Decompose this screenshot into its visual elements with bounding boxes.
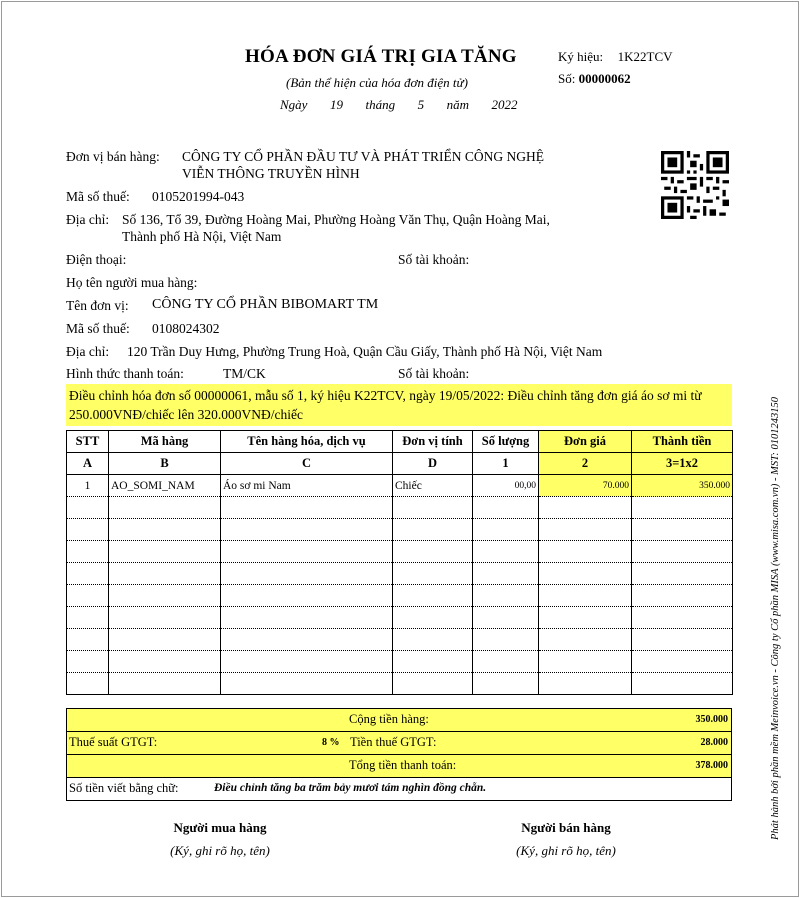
buyer-signature bbox=[150, 820, 290, 836]
index-b: B bbox=[109, 453, 221, 475]
date-month-label: tháng bbox=[365, 97, 396, 112]
buyer-tax-label: Mã số thuế: bbox=[66, 321, 130, 336]
col-header-price: Đơn giá bbox=[539, 431, 632, 453]
date-year-label: năm bbox=[446, 97, 469, 112]
index-1: 1 bbox=[473, 453, 539, 475]
cell-unit: Chiếc bbox=[393, 475, 473, 497]
table-header-row bbox=[67, 431, 733, 453]
number-value: 00000062 bbox=[578, 71, 631, 86]
cell-qty: 00,00 bbox=[473, 475, 539, 497]
cell-price: 70.000 bbox=[539, 475, 632, 497]
seller-tax-code: 0105201994-043 bbox=[152, 189, 245, 204]
buyer-address: 120 Trần Duy Hưng, Phường Trung Hoà, Quận Cầu Giấy, Thành phố Hà Nội, Việt Nam bbox=[127, 344, 603, 359]
qr-code-icon bbox=[661, 151, 729, 219]
buyer-unit-name: CÔNG TY CỔ PHẦN BIBOMART TM bbox=[152, 297, 379, 312]
seller-address-label: Địa chỉ: bbox=[66, 212, 110, 227]
items-table bbox=[66, 430, 733, 695]
invoice-number bbox=[558, 71, 631, 87]
subtotal-value: 350.000 bbox=[695, 714, 728, 725]
col-header-unit: Đơn vị tính bbox=[393, 431, 473, 453]
table-row bbox=[67, 629, 733, 651]
table-row bbox=[67, 585, 733, 607]
index-3: 3=1x2 bbox=[632, 453, 733, 475]
cell-stt: 1 bbox=[67, 475, 109, 497]
index-d: D bbox=[393, 453, 473, 475]
index-c: C bbox=[221, 453, 393, 475]
seller-address-line1: Số 136, Tổ 39, Đường Hoàng Mai, Phường Hoàng Văn Thụ, Quận Hoàng Mai, bbox=[122, 212, 550, 227]
software-issuer-note: Phát hành bởi phần mềm Meinvoice.vn - Công ty Cổ phần MISA (www.misa.com.vn) - MST: 0101243150 bbox=[770, 397, 781, 840]
vat-rate-value: 8 % bbox=[322, 737, 340, 748]
col-header-stt: STT bbox=[67, 431, 109, 453]
payment-method: TM/CK bbox=[223, 366, 266, 381]
buyer-name-label: Họ tên người mua hàng: bbox=[66, 275, 198, 290]
cell-code: AO_SOMI_NAM bbox=[109, 475, 221, 497]
index-2: 2 bbox=[539, 453, 632, 475]
grand-total-row bbox=[67, 755, 731, 777]
buyer-signature-title: Người mua hàng bbox=[173, 820, 267, 835]
amount-in-words-value: Điều chỉnh tăng ba trăm bảy mươi tám nghìn đồng chẵn. bbox=[214, 782, 487, 794]
seller-signature-title: Người bán hàng bbox=[521, 820, 611, 835]
date-year: 2022 bbox=[491, 97, 518, 112]
vat-amount-value: 28.000 bbox=[700, 737, 728, 748]
buyer-unit-label: Tên đơn vị: bbox=[66, 298, 129, 313]
vat-rate-label: Thuế suất GTGT: bbox=[69, 735, 158, 749]
vat-amount-label: Tiền thuế GTGT: bbox=[350, 735, 437, 749]
vat-row bbox=[67, 732, 731, 755]
seller-name-line2: VIỄN THÔNG TRUYỀN HÌNH bbox=[182, 166, 360, 181]
col-header-amount: Thành tiền bbox=[632, 431, 733, 453]
invoice-subtitle: (Bản thể hiện của hóa đơn điện tử) bbox=[286, 75, 468, 90]
invoice-symbol bbox=[558, 49, 673, 65]
col-header-code: Mã hàng bbox=[109, 431, 221, 453]
grand-total-value: 378.000 bbox=[695, 760, 728, 771]
seller-tax-label: Mã số thuế: bbox=[66, 189, 130, 204]
grand-total-label: Tổng tiền thanh toán: bbox=[349, 758, 457, 772]
adjustment-note: Điều chỉnh hóa đơn số 00000061, mẫu số 1, ký hiệu K22TCV, ngày 19/05/2022: Điều chỉnh tăng đơn giá áo sơ mi từ 250.000VNĐ/chiếc lên 320.000VNĐ/chiếc bbox=[66, 384, 732, 426]
table-row bbox=[67, 607, 733, 629]
amount-in-words-label: Số tiền viết bằng chữ: bbox=[69, 781, 179, 795]
table-row bbox=[67, 673, 733, 695]
symbol-label: Ký hiệu: bbox=[558, 49, 604, 64]
col-header-qty: Số lượng bbox=[473, 431, 539, 453]
seller-phone-label: Điện thoại: bbox=[66, 252, 127, 267]
totals-section bbox=[66, 708, 732, 778]
table-row bbox=[67, 651, 733, 673]
invoice-date bbox=[280, 97, 517, 113]
date-day: 19 bbox=[329, 97, 343, 112]
buyer-address-label: Địa chỉ: bbox=[66, 344, 110, 359]
table-row bbox=[67, 497, 733, 519]
buyer-signature-note: (Ký, ghi rõ họ, tên) bbox=[170, 843, 270, 858]
table-index-row bbox=[67, 453, 733, 475]
seller-signature bbox=[496, 820, 636, 836]
number-label: Số: bbox=[558, 71, 576, 86]
symbol-value: 1K22TCV bbox=[617, 49, 673, 64]
amount-in-words-row bbox=[66, 777, 732, 801]
col-header-name: Tên hàng hóa, dịch vụ bbox=[221, 431, 393, 453]
table-row bbox=[67, 541, 733, 563]
buyer-tax-code: 0108024302 bbox=[152, 321, 220, 336]
seller-name-label: Đơn vị bán hàng: bbox=[66, 149, 160, 164]
buyer-account-label: Số tài khoản: bbox=[398, 366, 470, 381]
seller-account-label: Số tài khoản: bbox=[398, 252, 470, 267]
subtotal-label: Cộng tiền hàng: bbox=[349, 712, 429, 726]
seller-address-line2: Thành phố Hà Nội, Việt Nam bbox=[122, 229, 282, 244]
payment-label: Hình thức thanh toán: bbox=[66, 366, 184, 381]
cell-amount: 350.000 bbox=[632, 475, 733, 497]
subtotal-row bbox=[67, 709, 731, 732]
date-month: 5 bbox=[417, 97, 425, 112]
date-day-label: Ngày bbox=[280, 97, 308, 112]
table-row bbox=[67, 563, 733, 585]
invoice-title: HÓA ĐƠN GIÁ TRỊ GIA TĂNG bbox=[245, 46, 517, 67]
table-row bbox=[67, 519, 733, 541]
seller-name-line1: CÔNG TY CỔ PHẦN ĐẦU TƯ VÀ PHÁT TRIỂN CÔNG NGHỆ bbox=[182, 149, 544, 164]
index-a: A bbox=[67, 453, 109, 475]
cell-name: Áo sơ mi Nam bbox=[221, 475, 393, 497]
seller-signature-note: (Ký, ghi rõ họ, tên) bbox=[516, 843, 616, 858]
table-row bbox=[67, 475, 733, 497]
